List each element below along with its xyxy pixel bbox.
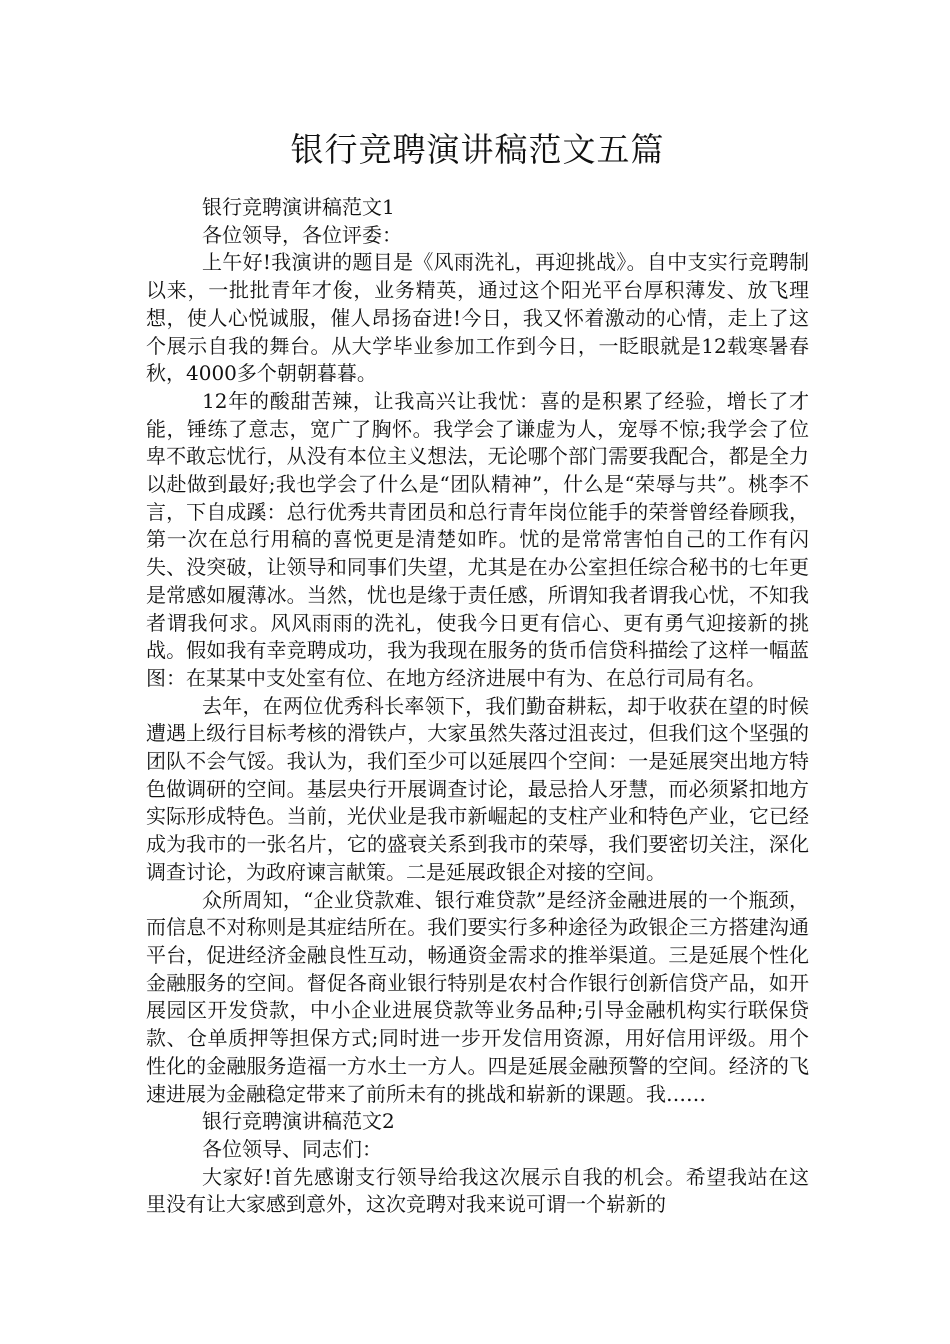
document-title: 银行竞聘演讲稿范文五篇	[290, 130, 665, 169]
salutation: 各位领导，各位评委：	[202, 222, 402, 247]
document-body	[146, 194, 809, 1219]
paragraph: 上午好!我演讲的题目是《风雨洗礼，再迎挑战》。自中支实行竞聘制以来，一批批青年才俊，业务精英，通过这个阳光平台厚积薄发、放飞理想，使人心悦诚服，催人昂扬奋进!今日，我又怀着激动的心情，走上了这个展示自我的舞台。从大学毕业参加工作到今日，一眨眼就是12载寒暑春秋，4000多个朝朝暮暮。	[146, 250, 809, 386]
section-heading: 银行竞聘演讲稿范文2	[202, 1109, 395, 1134]
document-page	[146, 122, 809, 1219]
paragraph: 去年，在两位优秀科长率领下，我们勤奋耕耘，却于收获在望的时候遭遇上级行目标考核的滑铁卢，大家虽然失落过沮丧过，但我们这个坚强的团队不会气馁。我认为，我们至少可以延展四个空间：一是延展突出地方特色做调研的空间。基层央行开展调查讨论，最忌拾人牙慧，而必须紧扣地方实际形成特色。当前，光伏业是我市新崛起的支柱产业和特色产业，它已经成为我市的一张名片，它的盛衰关系到我市的荣辱，我们要密切关注，深化调查讨论，为政府谏言献策。二是延展政银企对接的空间。	[146, 693, 809, 884]
paragraph: 众所周知，“企业贷款难、银行难贷款”是经济金融进展的一个瓶颈，而信息不对称则是其症结所在。我们要实行多种途径为政银企三方搭建沟通平台，促进经济金融良性互动，畅通资金需求的推举渠道。三是延展个性化金融服务的空间。督促各商业银行特别是农村合作银行创新信贷产品，如开展园区开发贷款，中小企业进展贷款等业务品种;引导金融机构实行联保贷款、仓单质押等担保方式;同时进一步开发信用资源，用好信用评级。用个性化的金融服务造福一方水土一方人。四是延展金融预警的空间。经济的飞速进展为金融稳定带来了前所未有的挑战和崭新的课题。我……	[146, 887, 809, 1106]
paragraph: 12年的酸甜苦辣，让我高兴让我忧：喜的是积累了经验，增长了才能，锤练了意志，宽广了胸怀。我学会了谦虚为人，宠辱不惊;我学会了位卑不敢忘忧行，从没有本位主义想法，无论哪个部门需要我配合，都是全力以赴做到最好;我也学会了什么是“团队精神”，什么是“荣辱与共”。桃李不言，下自成蹊：总行优秀共青团员和总行青年岗位能手的荣誉曾经眷顾我，第一次在总行用稿的喜悦更是清楚如昨。忧的是常常害怕自己的工作有闪失、没突破，让领导和同事们失望，尤其是在办公室担任综合秘书的七年更是常感如履薄冰。当然，忧也是缘于责任感，所谓知我者谓我心忧，不知我者谓我何求。风风雨雨的洗礼，使我今日更有信心、更有勇气迎接新的挑战。假如我有幸竞聘成功，我为我现在服务的货币信贷科描绘了这样一幅蓝图：在某某中支处室有位、在地方经济进展中有为、在总行司局有名。	[146, 388, 809, 690]
paragraph: 大家好!首先感谢支行领导给我这次展示自我的机会。希望我站在这里没有让大家感到意外，这次竞聘对我来说可谓一个崭新的	[146, 1164, 809, 1217]
section-heading: 银行竞聘演讲稿范文1	[202, 195, 395, 219]
salutation: 各位领导、同志们：	[202, 1136, 382, 1161]
